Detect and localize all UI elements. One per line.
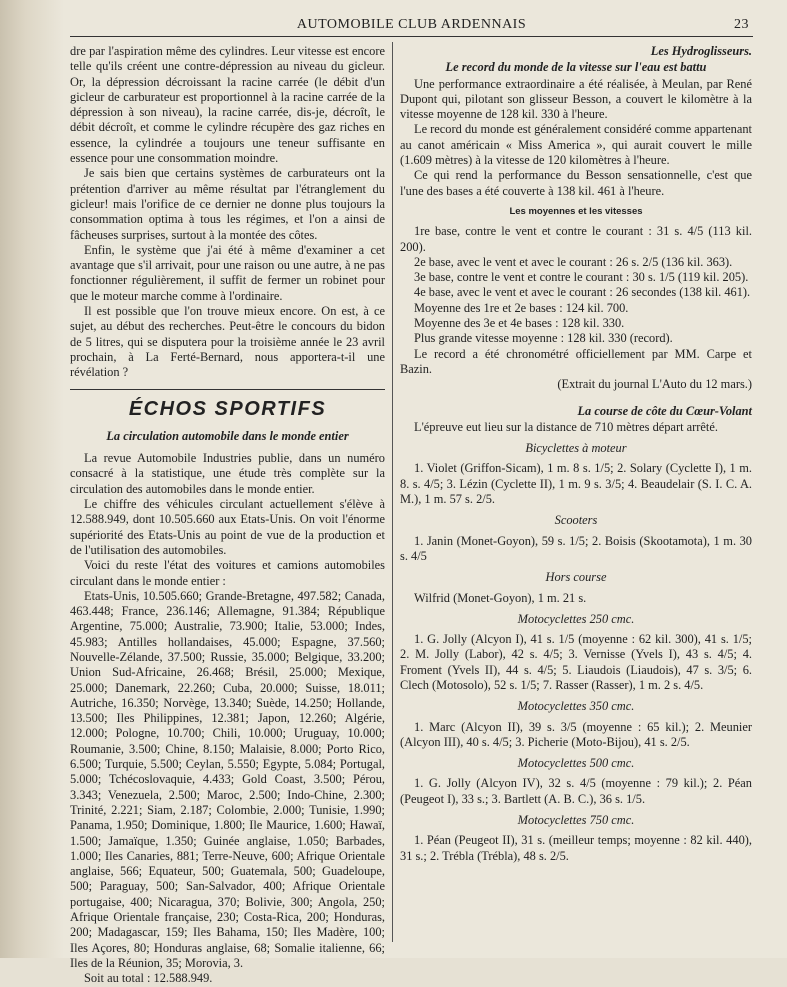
results-line: 1. Janin (Monet-Goyon), 59 s. 1/5; 2. Boisis (Skootamota), 1 m. 30 s. 4/5 — [400, 533, 752, 563]
total-line: Soit au total : 12.588.949. — [84, 971, 213, 986]
section-title: ÉCHOS SPORTIFS — [128, 397, 327, 420]
category-heading: Scooters — [554, 513, 598, 528]
results-line: Wilfrid (Monet-Goyon), 1 m. 21 s. — [414, 590, 587, 605]
results-line: 1. Marc (Alcyon II), 39 s. 3/5 (moyenne : 65 kil.); 2. Meunier (Alcyon III), 40 s. 4/5; 3. Picherie (Moto-Bijou), 41 s. 2/5. — [400, 719, 752, 749]
paragraph: L'épreuve eut lieu sur la distance de 710 mètres départ arrêté. — [414, 419, 718, 434]
category-heading: Motocyclettes 750 cmc. — [517, 813, 635, 828]
right-column — [400, 44, 752, 864]
speed-line: 4e base, avec le vent et avec le courant : 26 secondes (138 kil. 461). — [414, 285, 751, 300]
hydro-section-title: Les Hydroglisseurs. — [650, 44, 752, 58]
category-heading: Motocyclettes 350 cmc. — [517, 699, 635, 714]
paragraph: Une performance extraordinaire a été réalisée, à Meulan, par René Dupont qui, pilotant son glisseur Besson, a couvert le kilomètre à la vitesse moyenne de 128 kil. 330 à l'heure. — [400, 76, 752, 122]
paragraph: La revue Automobile Industries publie, dans un numéro consacré à la statistique, une étude très complète sur la circulation des automobiles dans le monde entier. — [70, 451, 385, 496]
paragraph: Voici du reste l'état des voitures et camions automobiles circulant dans le monde entier : — [70, 558, 385, 588]
category-heading: Bicyclettes à moteur — [525, 441, 627, 456]
country-list: Etats-Unis, 10.505.660; Grande-Bretagne, 497.582; Canada, 463.448; France, 236.146; Allemagne, 91.384; République Argentine, 75.000; Australie, 73.900; Italie, 53.000; Indes, 45.983; Antilles hollandaises, 45.000; Espagne, 37.560; Nouvelle-Zélande, 37.500; Russie, 35.000; Belgique, 33.200; Union Sud-Africaine, 26.468; Brésil, 25.000; Mexique, 25.000; Danemark, 22.260; Cuba, 20.000; Suisse, 18.011; Autriche, 16.350; Norvège, 13.340; Suède, 14.250; Hollande, 13.500; Iles Philippines, 12.381; Japon, 12.260; Algérie, 12.000; Pologne, 10.700; Chili, 10.000; Uruguay, 10.000; Roumanie, 3.500; Chine, 8.150; Malaisie, 8.000; Porto Rico, 6.500; Turquie, 5.500; Ceylan, 5.550; Egypte, 5.084; Portugal, 5.000; Tchécoslovaquie, 4.433; Gold Coast, 3.500; Pérou, 3.343; Venezuela, 2.500; Maroc, 2.500; Indo-Chine, 2.300; Trinité, 2.221; Siam, 2.187; Colombie, 2.000; Tunisie, 1.990; Panama, 1.950; Dominique, 1.800; Ile Maurice, 1.600; Hawaï, 1.500; Jamaïque, 1.350; Guinée anglaise, 1.050; Barbades, 1.000; Iles Canaries, 881; Terre-Neuve, 600; Afrique Orientale anglaise, 566; Equateur, 500; Guatemala, 500; Guadeloupe, 500; Paraguay, 500; San-Salvador, 400; Afrique Orientale portugaise, 400; Nicaragua, 370; Bolivie, 300; Angola, 250; Afrique Orientale française, 230; Costa-Rica, 200; Honduras, 200; Madagascar, 159; Iles Bahama, 150; Iles Madère, 100; Iles Açores, 80; Honduras anglaise, 68; Somalie italienne, 66; Iles de la Réunion, 35; Morovia, 3. — [70, 588, 385, 970]
header-title: AUTOMOBILE CLUB ARDENNAIS — [296, 17, 527, 32]
speed-line: 1re base, contre le vent et contre le courant : 31 s. 4/5 (113 kil. 200). — [400, 224, 752, 254]
speed-line: 2e base, avec le vent et avec le courant : 26 s. 2/5 (136 kil. 363). — [414, 254, 733, 269]
race-article-title: La course de côte du Cœur-Volant — [577, 403, 752, 418]
category-heading: Motocyclettes 500 cmc. — [517, 756, 635, 771]
results-line: 1. Péan (Peugeot II), 31 s. (meilleur temps; moyenne : 82 kil. 440), 31 s.; 2. Trébla (Trébla), 48 s. 2/5. — [400, 833, 752, 863]
column-divider — [392, 42, 393, 942]
running-header — [70, 14, 753, 37]
paragraph: Il est possible que l'on trouve mieux encore. On est, à ce sujet, au début des recherches. Peut-être le concours du bidon de 5 litres, qui se disputera pour la troisième année le 23 avril prochain, à La Ferté-Bernard, nous apportera-t-il une révélation ? — [70, 304, 385, 380]
average-line: Moyenne des 1re et 2e bases : 124 kil. 700. — [414, 300, 629, 315]
paragraph: Le chiffre des véhicules circulant actuellement s'élève à 12.588.949, dont 10.505.660 aux Etats-Unis. On voit l'énorme supériorité des Etats-Unis au point de vue de la production et de l'utilisation des automobiles. — [70, 497, 385, 557]
page-number: 23 — [734, 17, 749, 32]
paragraph: dre par l'aspiration même des cylindres. Leur vitesse est encore telle qu'ils créent une contre-dépression au niveau du gicleur. Or, la dépression décroissant la racine carrée (le débit d'un gicleur de carburateur est proportionnel à la racine carrée de la dépression à son niveau), la racine carrée, dis-je, décroît, le débit décroît, et comme le cylindre récupère des gaz riches en essence, la cylindrée a toujours une teneur suffisante en essence pour une consommation moindre. — [70, 44, 385, 166]
speeds-subtitle: Les moyennes et les vitesses — [509, 205, 643, 217]
speed-line: 3e base, contre le vent et contre le courant : 30 s. 1/5 (119 kil. 205). — [414, 270, 749, 285]
hydro-article-title: Le record du monde de la vitesse sur l'eau est battu — [445, 60, 707, 75]
results-line: 1. G. Jolly (Alcyon IV), 32 s. 4/5 (moyenne : 79 kil.); 2. Péan (Peugeot I), 33 s.; 3. Bartlett (A. B. C.), 36 s. 1/5. — [400, 776, 752, 806]
category-heading: Hors course — [545, 570, 607, 585]
category-heading: Motocyclettes 250 cmc. — [517, 611, 635, 626]
results-line: 1. G. Jolly (Alcyon I), 41 s. 1/5 (moyenne : 62 kil. 300), 41 s. 1/5; 2. M. Jolly (Labor), 42 s. 4/5; 3. Vernisse (Yvels I), 43 s. 4/5; 4. Froment (Yvels II), 44 s. 4/5; 5. Liaudois (Liaudois), 47 s. 3/5; 6. Clech (Motosolo), 52 s. 1/5; 7. Rasser (Rasser), 1 m. 2 s. 4/5. — [400, 632, 752, 692]
source-note: (Extrait du journal L'Auto du 12 mars.) — [557, 377, 752, 392]
section-rule — [70, 389, 385, 420]
article-title: La circulation automobile dans le monde entier — [106, 428, 349, 443]
page-gutter-shadow — [0, 0, 64, 958]
average-line: Plus grande vitesse moyenne : 128 kil. 330 (record). — [414, 331, 673, 346]
paragraph: Le record a été chronométré officiellement par MM. Carpe et Bazin. — [400, 346, 752, 376]
results-line: 1. Violet (Griffon-Sicam), 1 m. 8 s. 1/5; 2. Solary (Cyclette I), 1 m. 8. s. 4/5; 3. Lézin (Cyclette II), 1 m. 9 s. 3/5; 4. Beaudelair (S. I. C. A. M.), 1 m. 57 s. 2/5. — [400, 461, 752, 507]
paragraph: Je sais bien que certains systèmes de carburateurs ont la prétention d'arriver au même résultat par l'étranglement du gicleur! mais l'orifice de ce dernier ne donne plus toujours la consommation optima à tous les régimes, et l'on a ainsi de fâcheuses surprises, surtout à la montée des côtes. — [70, 166, 385, 242]
average-line: Moyenne des 3e et 4e bases : 128 kil. 330. — [414, 316, 625, 331]
paragraph: Enfin, le système que j'ai été à même d'examiner a cet avantage que s'il arrivait, pour une raison ou une autre, à ne pas fonctionner régulièrement, il suffit de fermer un robinet pour que le moteur marche comme à l'ordinaire. — [70, 242, 385, 303]
left-column — [70, 44, 385, 987]
paragraph: Le record du monde est généralement considéré comme appartenant au canot américain « Miss America », qui aurait couvert le mille (1.609 mètres) à la vitesse de 120 kilomètres à l'heure. — [400, 122, 752, 168]
paragraph: Ce qui rend la performance du Besson sensationnelle, c'est que l'une des bases a été couverte à 138 kil. 461 à l'heure. — [400, 168, 752, 198]
